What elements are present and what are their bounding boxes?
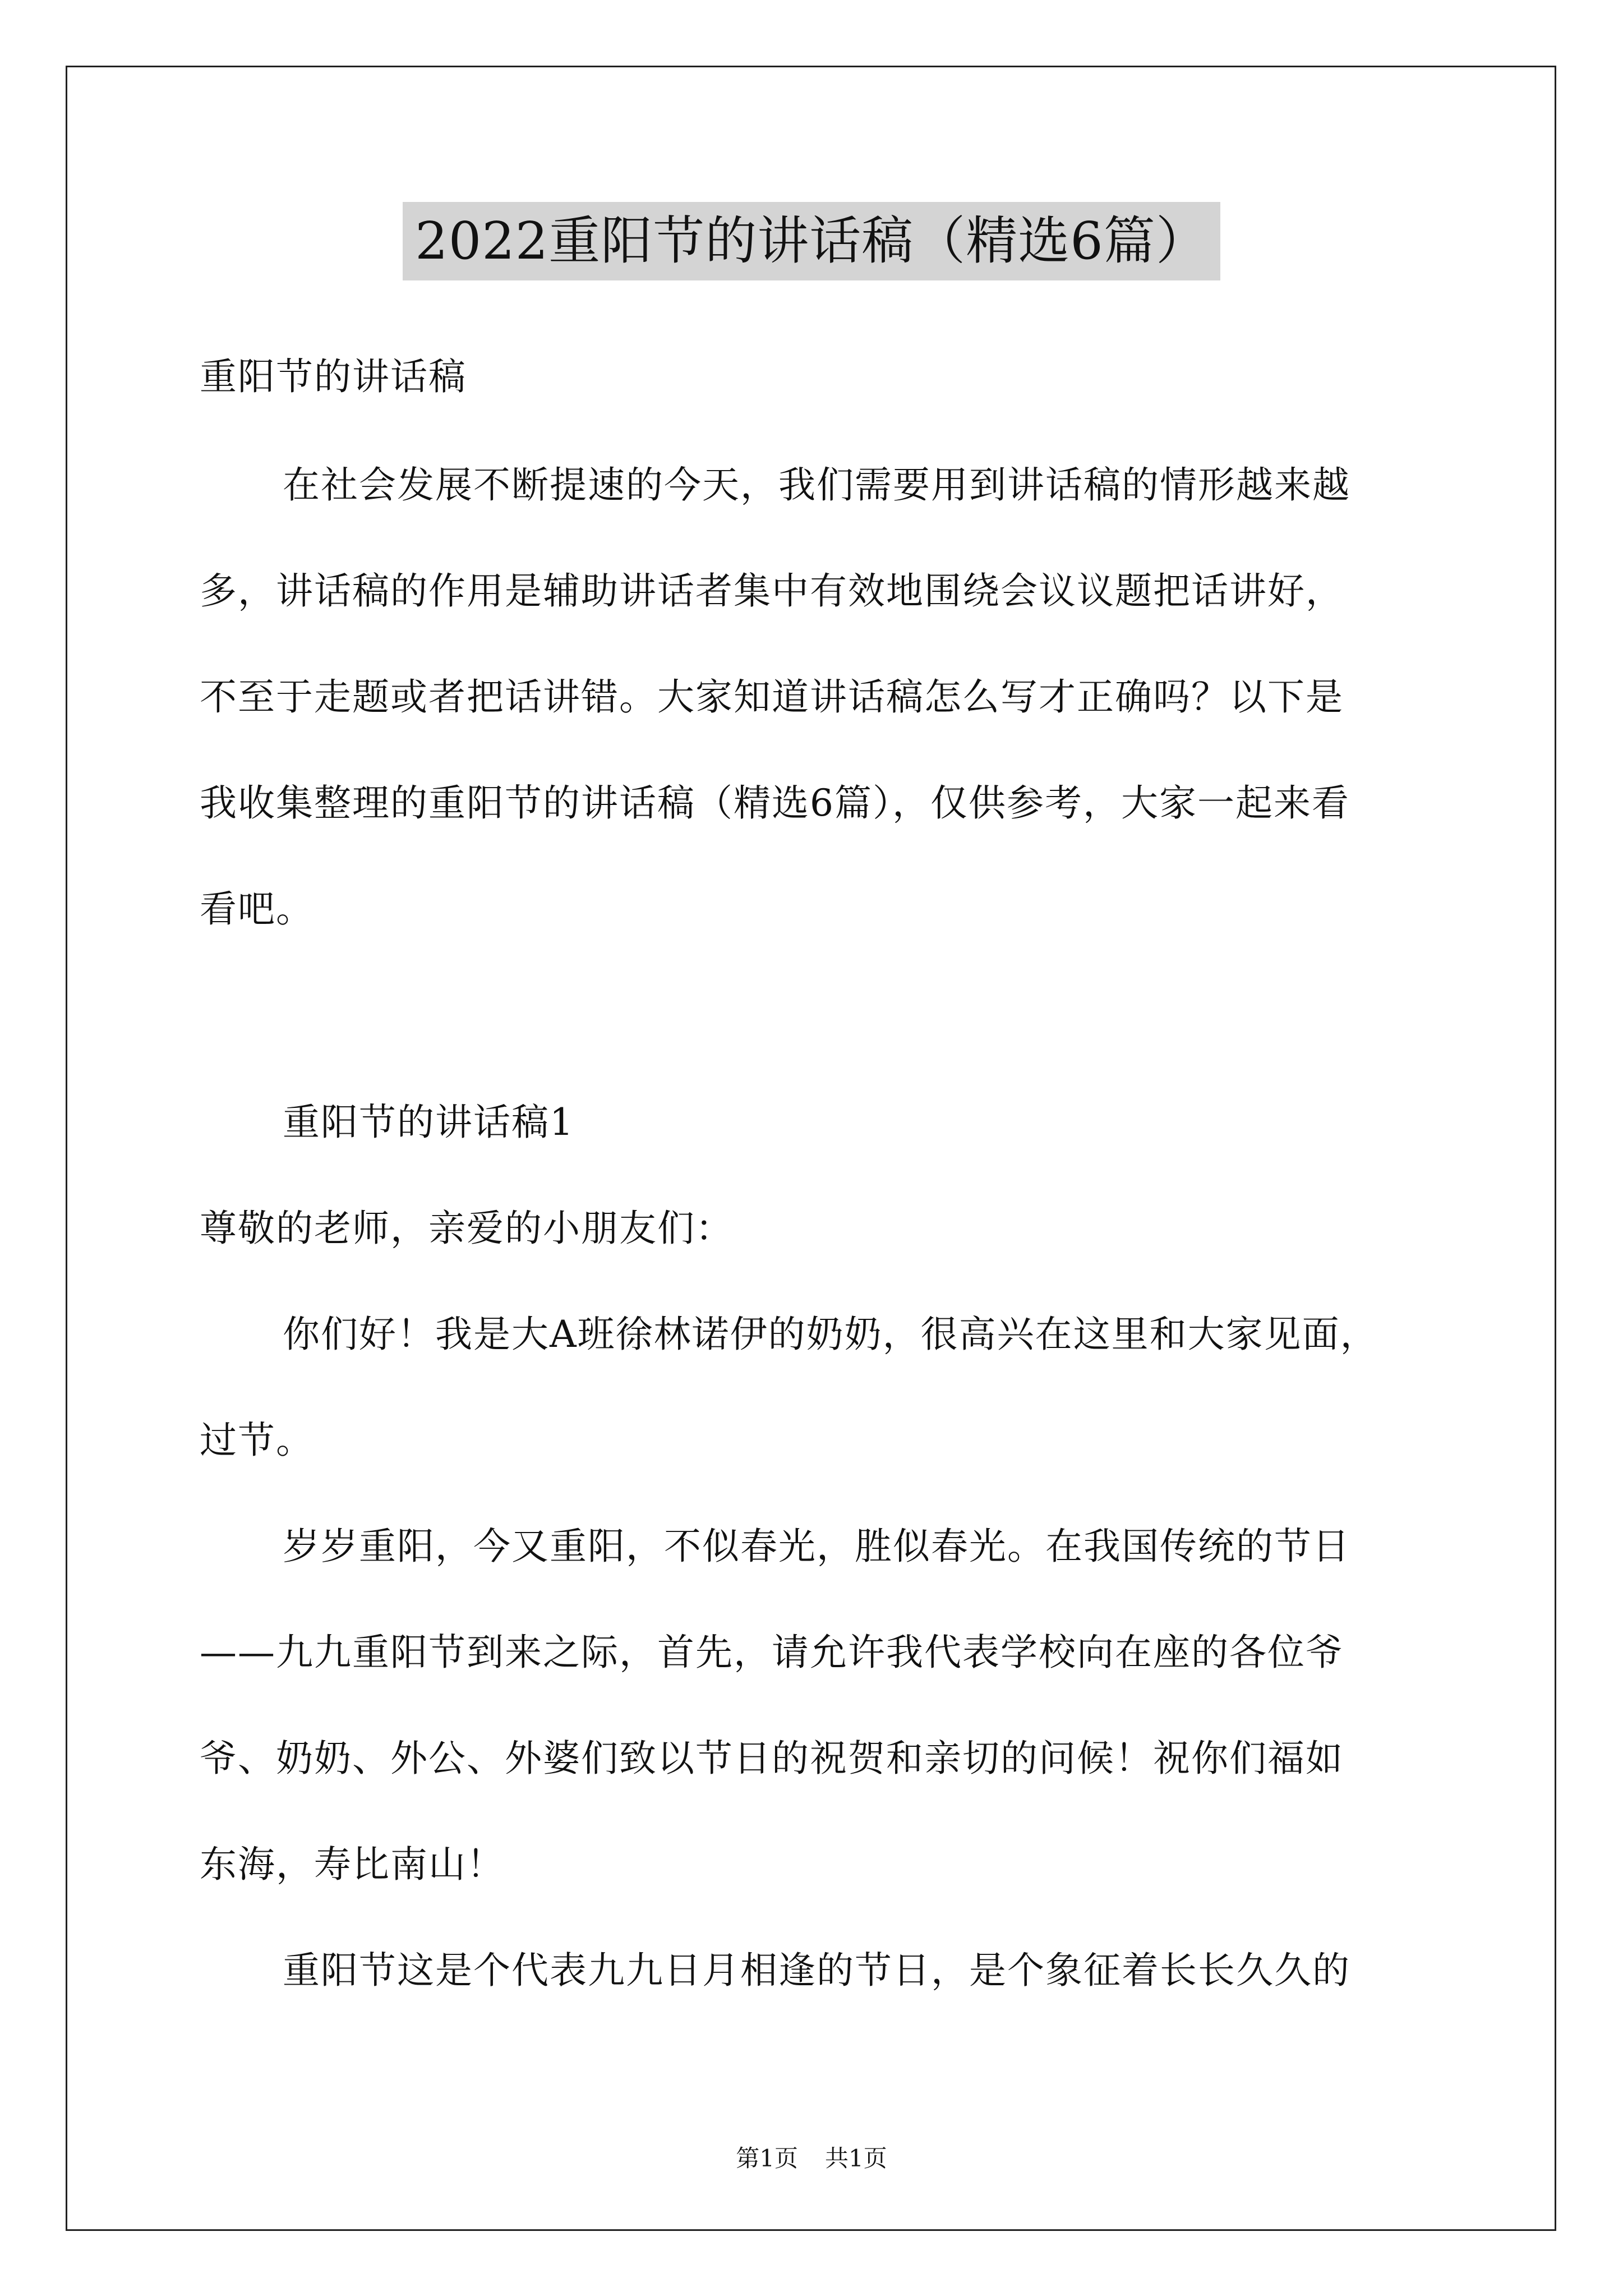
paragraph-line: 东海，寿比南山！ <box>200 1843 505 1886</box>
intro-line: 多，讲话稿的作用是辅助讲话者集中有效地围绕会议议题把话讲好， <box>200 569 1344 613</box>
paragraph-line: 岁岁重阳，今又重阳，不似春光，胜似春光。在我国传统的节日 <box>283 1525 1350 1568</box>
intro-line: 不至于走题或者把话讲错。大家知道讲话稿怎么写才正确吗？以下是 <box>200 675 1344 719</box>
speech-paragraph-1 <box>200 1308 1433 1467</box>
intro-line: 看吧。 <box>200 887 314 931</box>
document-body <box>200 305 1433 1997</box>
page-total: 共1页 <box>825 2145 887 2172</box>
title-container <box>0 202 1623 280</box>
speech-title: 重阳节的讲话稿1 <box>283 1101 574 1144</box>
paragraph-line: 爷、奶奶、外公、外婆们致以节日的祝贺和亲切的问候！祝你们福如 <box>200 1737 1344 1780</box>
paragraph-line: 你们好！我是大A班徐林诺伊的奶奶，很高兴在这里和大家见面， <box>283 1313 1378 1356</box>
salutation: 尊敬的老师，亲爱的小朋友们： <box>200 1207 734 1250</box>
section-heading: 重阳节的讲话稿 <box>200 355 467 398</box>
paragraph-line: ——九九重阳节到来之际，首先，请允许我代表学校向在座的各位爷 <box>200 1631 1344 1674</box>
intro-line: 我收集整理的重阳节的讲话稿（精选6篇），仅供参考，大家一起来看 <box>200 781 1350 825</box>
page-number: 第1页 <box>736 2145 798 2172</box>
intro-paragraph <box>200 458 1433 936</box>
intro-line: 在社会发展不断提速的今天，我们需要用到讲话稿的情形越来越 <box>283 463 1350 507</box>
paragraph-line: 过节。 <box>200 1419 314 1462</box>
speech-paragraph-3 <box>200 1944 1433 1997</box>
page-footer <box>0 2142 1623 2175</box>
document-title: 2022重阳节的讲话稿（精选6篇） <box>403 202 1220 280</box>
speech-paragraph-2 <box>200 1520 1433 1891</box>
paragraph-line: 重阳节这是个代表九九日月相逢的节日，是个象征着长长久久的 <box>283 1949 1350 1992</box>
